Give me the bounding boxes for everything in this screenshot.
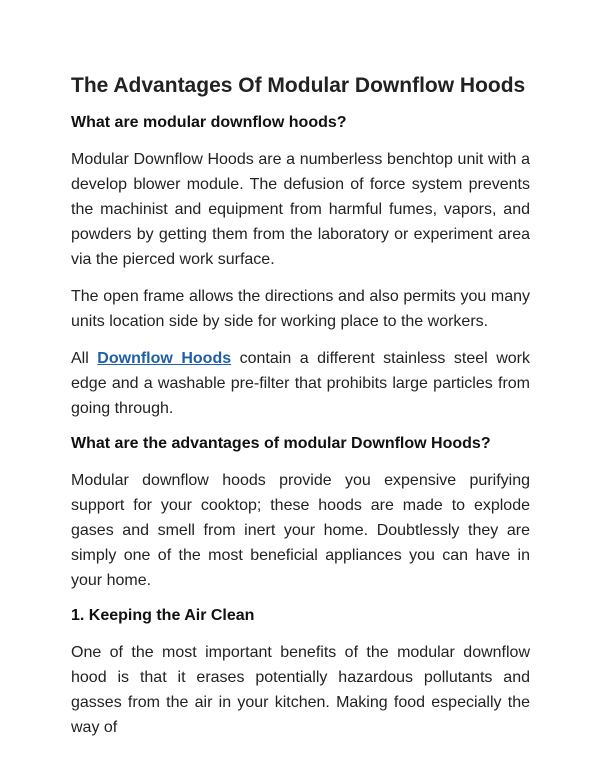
paragraph-downflow-hoods bbox=[71, 346, 530, 421]
downflow-hoods-link[interactable]: Downflow Hoods bbox=[97, 350, 232, 367]
page-title: The Advantages Of Modular Downflow Hoods bbox=[71, 74, 526, 97]
document-page bbox=[71, 72, 530, 740]
section-heading-advantages: What are the advantages of modular Downflow Hoods? bbox=[71, 435, 491, 452]
section-heading-keeping-air-clean: 1. Keeping the Air Clean bbox=[71, 607, 255, 624]
section-heading-what-are: What are modular downflow hoods? bbox=[71, 114, 347, 131]
paragraph-intro: Modular Downflow Hoods are a numberless benchtop unit with a develop blower module. The defusion of force system prevents the machinist and equipment from harmful fumes, vapors, and powders by getting them from the laboratory or experiment area via the pierced work surface. bbox=[71, 151, 530, 268]
paragraph-text-after-link: contain a different stainless steel work edge and a washable pre-filter that prohibits large particles from going through. bbox=[71, 350, 531, 417]
paragraph-open-frame: The open frame allows the directions and also permits you many units location side by side for working place to the workers. bbox=[71, 288, 530, 330]
paragraph-text-before-link: All bbox=[71, 350, 98, 367]
paragraph-air-clean: One of the most important benefits of the modular downflow hood is that it erases potentially hazardous pollutants and gasses from the air in your kitchen. Making food especially the way of bbox=[71, 644, 530, 736]
paragraph-advantages: Modular downflow hoods provide you expensive purifying support for your cooktop; these hoods are made to explode gases and smell from inert your home. Doubtlessly they are simply one of the most beneficial appliances you can have in your home. bbox=[71, 472, 530, 589]
